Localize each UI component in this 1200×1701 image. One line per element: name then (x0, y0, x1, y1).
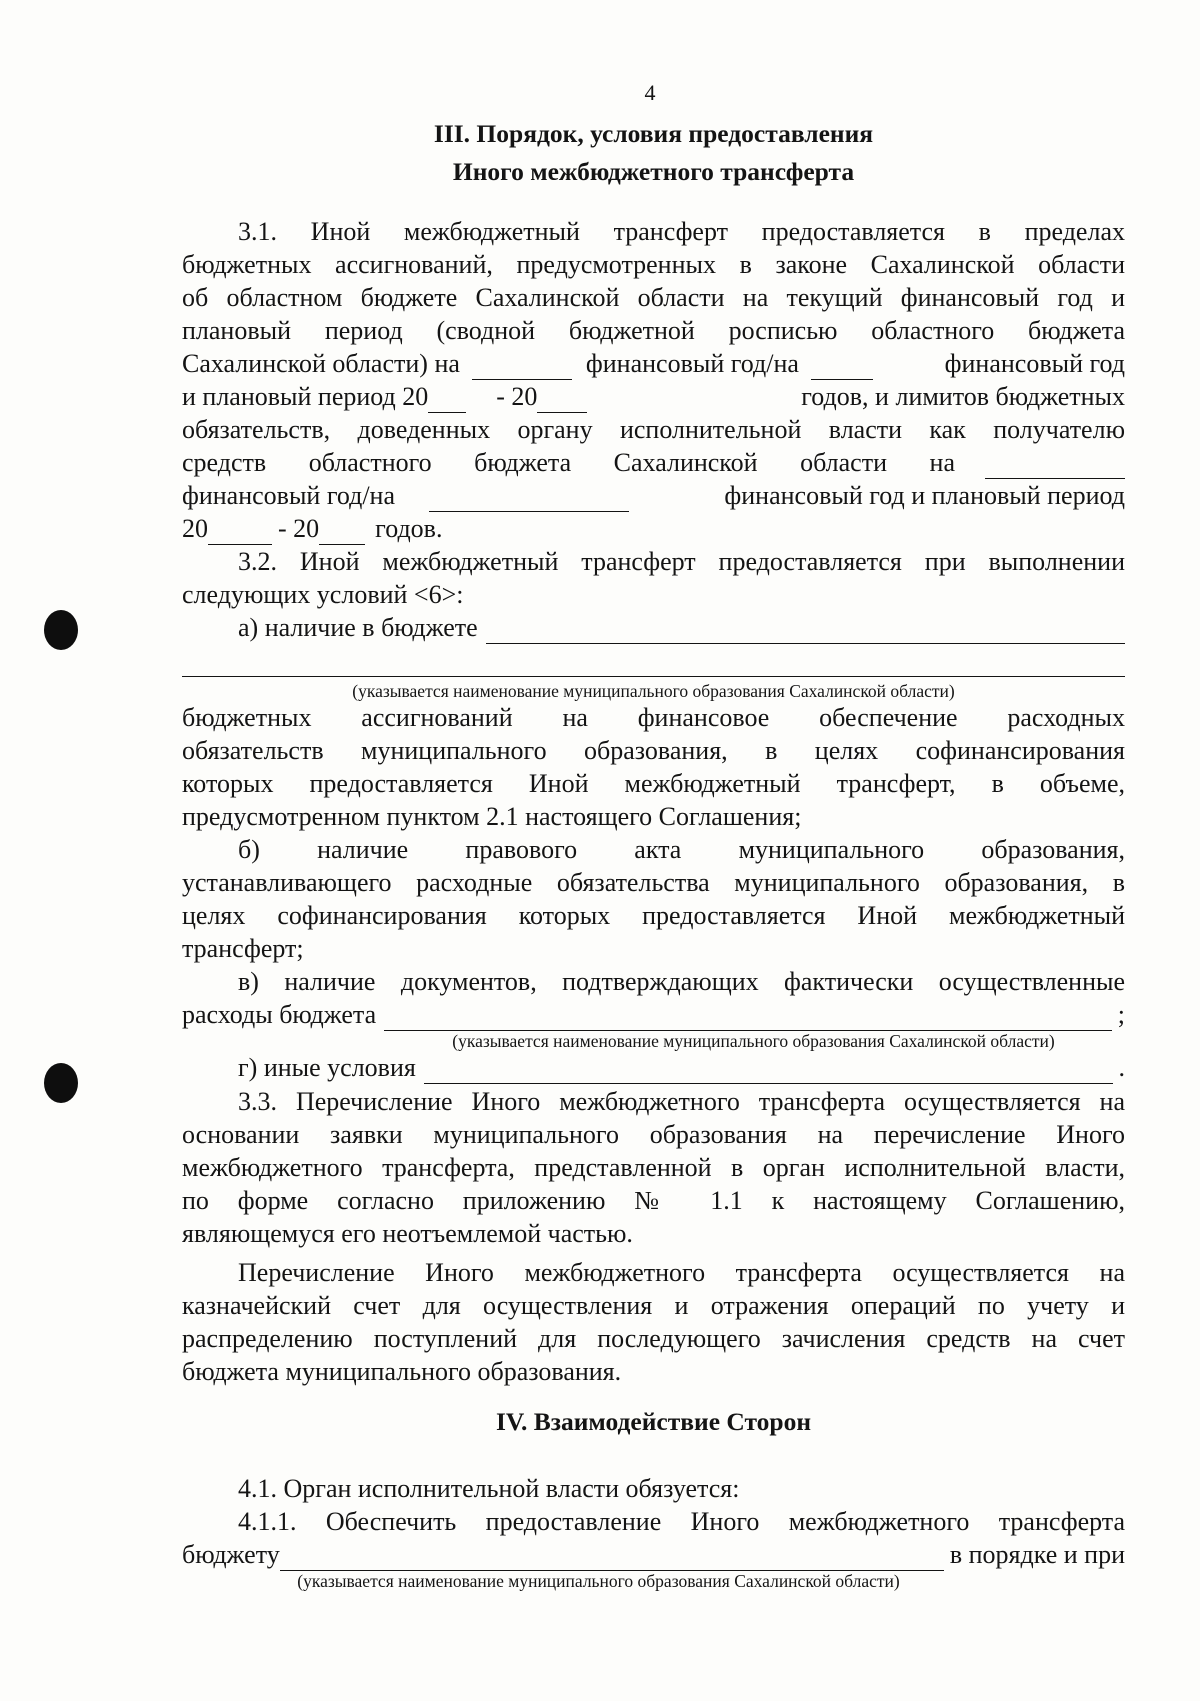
text-fragment: 20 (182, 514, 208, 543)
text-line: бюджетных ассигнований, предусмотренных в законе Сахалинской области (182, 250, 1125, 279)
text-fragment: финансовый год/на (182, 481, 396, 510)
text-line: бюджета муниципального образования. (182, 1357, 622, 1386)
text-line: следующих условий <6>: (182, 580, 464, 609)
blank-field (384, 1004, 1112, 1031)
text-fragment: - 20 (278, 514, 320, 543)
section-4-body (182, 1472, 1125, 1591)
section-3-title (182, 115, 1125, 191)
text-line: 3.2. Иной межбюджетный трансферт предоставляется при выполнении (238, 547, 1125, 576)
blank-field (811, 355, 873, 380)
text-line: целях софинансирования которых предоставляется Иной межбюджетный (182, 901, 1125, 930)
text-line (182, 446, 1125, 479)
text-line: 4.1.1. Обеспечить предоставление Иного межбюджетного трансферта (238, 1507, 1125, 1536)
section-3-title-line-2: Иного межбюджетного трансферта (452, 157, 855, 186)
blank-field (319, 520, 365, 545)
text-fragment: бюджету (182, 1540, 280, 1569)
paragraph-3-3 (182, 1085, 1125, 1388)
text-line: устанавливающего расходные обязательства муниципального образования, в (182, 868, 1125, 897)
text-line: об областном бюджете Сахалинской области на текущий финансовый год и (182, 283, 1125, 312)
text-line: 3.3. Перечисление Иного межбюджетного трансферта осуществляется на (238, 1087, 1125, 1116)
text-fragment: г) иные условия (238, 1053, 416, 1082)
text-line: обязательств, доведенных органу исполнительной власти как получателю (182, 415, 1125, 444)
text-fragment: . (1118, 1053, 1125, 1082)
binder-hole (44, 1063, 78, 1103)
text-fragment: - 20 (496, 382, 538, 411)
text-line: трансферт; (182, 934, 304, 963)
field-caption: (указывается наименование муниципального образования Сахалинской области) (452, 1031, 1055, 1051)
condition-a-line (182, 611, 1125, 644)
condition-g-line (182, 1051, 1125, 1084)
text-line: по форме согласно приложению № 1.1 к настоящему Соглашению, (182, 1186, 1125, 1215)
text-fragment: Сахалинской области) на (182, 349, 460, 378)
blank-field (985, 454, 1125, 479)
text-line: межбюджетного трансферта, представленной в орган исполнительной власти, (182, 1153, 1125, 1182)
blank-field (424, 1057, 1113, 1084)
text-line: которых предоставляется Иной межбюджетный трансферт, в объеме, (182, 769, 1125, 798)
blank-field (182, 644, 1125, 677)
text-line: в) наличие документов, подтверждающих фактически осуществленные (238, 967, 1125, 996)
text-line (182, 479, 1125, 512)
text-fragment: годов. (375, 514, 443, 543)
text-fragment: финансовый год и плановый период (724, 481, 1125, 510)
text-line (182, 380, 1125, 413)
text-fragment: а) наличие в бюджете (238, 613, 478, 642)
text-line: 3.1. Иной межбюджетный трансферт предоставляется в пределах (238, 217, 1125, 246)
text-line: 4.1. Орган исполнительной власти обязуется: (238, 1474, 740, 1503)
text-line: казначейский счет для осуществления и отражения операций по учету и (182, 1291, 1125, 1320)
condition-v-line (182, 998, 1125, 1031)
text-fragment: расходы бюджета (182, 1000, 377, 1029)
text-line: плановый период (сводной бюджетной росписью областного бюджета (182, 316, 1125, 345)
binder-hole (44, 610, 78, 650)
blank-field (537, 388, 587, 413)
text-fragment: в порядке и при (949, 1540, 1125, 1569)
text-line: распределению поступлений для последующего зачисления средств на счет (182, 1324, 1125, 1353)
text-line: обязательств муниципального образования, в целях софинансирования (182, 736, 1125, 765)
text-fragment: финансовый год (944, 349, 1125, 378)
paragraph-3-2 (182, 545, 1125, 1084)
section-3-title-line-1: III. Порядок, условия предоставления (433, 119, 874, 148)
field-caption: (указывается наименование муниципального образования Сахалинской области) (297, 1571, 900, 1591)
text-fragment: и плановый период 20 (182, 382, 429, 411)
blank-field (472, 355, 572, 380)
blank-field (486, 617, 1125, 644)
text-line: предусмотренном пунктом 2.1 настоящего Соглашения; (182, 802, 802, 831)
text-fragment: финансовый год/на (585, 349, 799, 378)
blank-field (280, 1544, 944, 1571)
paragraph-3-1 (182, 215, 1125, 545)
page-number: 4 (644, 80, 656, 105)
text-line (182, 512, 1125, 545)
text-line: являющемуся его неотъемлемой частью. (182, 1219, 633, 1248)
text-line: Перечисление Иного межбюджетного трансферта осуществляется на (238, 1258, 1125, 1287)
text-line: основании заявки муниципального образования на перечисление Иного (182, 1120, 1125, 1149)
section-4-title: IV. Взаимодействие Сторон (495, 1407, 812, 1436)
blank-field (428, 388, 466, 413)
text-line: б) наличие правового акта муниципального образования, (238, 835, 1125, 864)
text-line (182, 347, 1125, 380)
text-fragment: средств областного бюджета Сахалинской области на (182, 448, 955, 477)
blank-field (208, 520, 272, 545)
field-caption: (указывается наименование муниципального образования Сахалинской области) (352, 681, 955, 701)
text-line: бюджетных ассигнований на финансовое обеспечение расходных (182, 703, 1125, 732)
text-fragment: годов, и лимитов бюджетных (801, 382, 1125, 411)
text-line (182, 1538, 1125, 1571)
blank-field (429, 487, 629, 512)
text-fragment: ; (1117, 1000, 1125, 1029)
